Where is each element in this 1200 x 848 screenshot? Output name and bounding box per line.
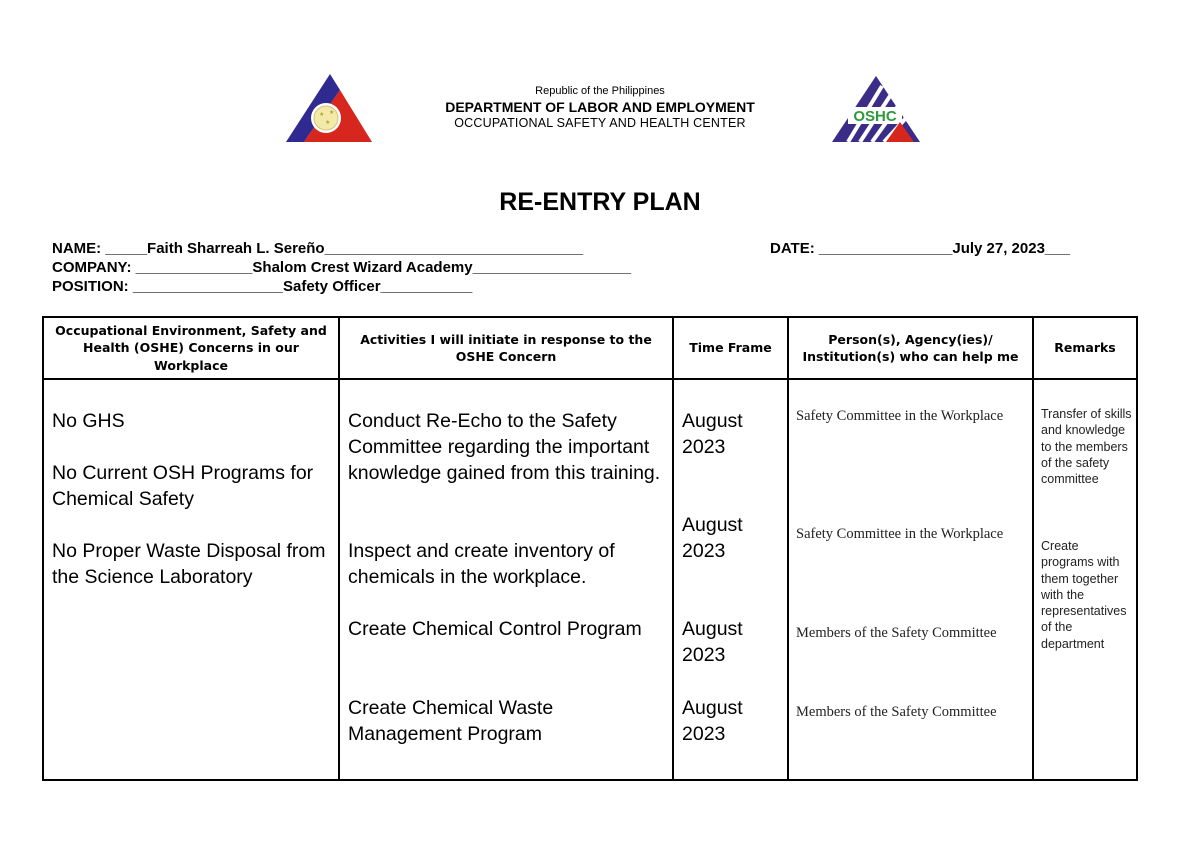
timeframe-item: August 2023 (682, 410, 743, 458)
activity-item: Inspect and create inventory of chemicals in the workplace. (348, 540, 615, 588)
header-time-frame: Time Frame (673, 317, 788, 379)
concerns-cell (43, 379, 339, 780)
svg-text:★: ★ (325, 120, 331, 126)
persons-cell (788, 379, 1033, 780)
activities-cell (339, 379, 673, 780)
person-item: Safety Committee in the Workplace (796, 408, 1004, 424)
remark-item: Create programs with them together with the representatives of the department (1041, 539, 1127, 651)
header-activities: Activities I will initiate in response to the OSHE Concern (339, 317, 673, 379)
oshc-logo (830, 74, 922, 144)
center-name: OCCUPATIONAL SAFETY AND HEALTH CENTER (454, 116, 746, 131)
page-title: RE-ENTRY PLAN (499, 188, 701, 216)
activity-item: Create Chemical Control Program (348, 618, 642, 640)
table-row (43, 379, 1137, 780)
timeframe-item: August 2023 (682, 514, 743, 562)
timeframe-item: August 2023 (682, 618, 743, 666)
table-header-row (43, 317, 1137, 379)
person-item: Safety Committee in the Workplace (796, 526, 1004, 542)
name-field: NAME: _____Faith Sharreah L. Sereño_______________________________ (52, 240, 584, 257)
header-concerns: Occupational Environment, Safety and Health (OSHE) Concerns in our Workplace (43, 317, 339, 379)
svg-text:★: ★ (319, 112, 325, 118)
time-frame-cell (673, 379, 788, 780)
department-name: DEPARTMENT OF LABOR AND EMPLOYMENT (445, 98, 755, 115)
dole-logo (284, 72, 374, 144)
concern-item: No Current OSH Programs for Chemical Safety (52, 462, 314, 510)
concern-item: No GHS (52, 410, 125, 432)
header-remarks: Remarks (1033, 317, 1137, 379)
person-item: Members of the Safety Committee (796, 704, 997, 720)
company-field: COMPANY: ______________Shalom Crest Wizard Academy___________________ (52, 259, 632, 276)
activity-item: Create Chemical Waste Management Program (348, 697, 554, 745)
concern-item: No Proper Waste Disposal from the Science Laboratory (52, 540, 326, 588)
person-item: Members of the Safety Committee (796, 625, 997, 641)
oshc-logo-text: OSHC (853, 108, 897, 125)
date-field: DATE: ________________July 27, 2023___ (770, 240, 1070, 257)
timeframe-item: August 2023 (682, 697, 743, 745)
activity-item: Conduct Re-Echo to the Safety Committee regarding the important knowledge gained from this training. (348, 410, 661, 484)
agency-header (380, 85, 820, 132)
position-field: POSITION: __________________Safety Officer___________ (52, 278, 473, 295)
remark-item: Transfer of skills and knowledge to the members of the safety committee (1041, 407, 1132, 487)
svg-text:★: ★ (329, 110, 335, 116)
header-persons: Person(s), Agency(ies)/ Institution(s) who can help me (788, 317, 1033, 379)
republic-line: Republic of the Philippines (535, 85, 665, 97)
remarks-cell (1033, 379, 1137, 780)
reentry-table (42, 316, 1138, 781)
